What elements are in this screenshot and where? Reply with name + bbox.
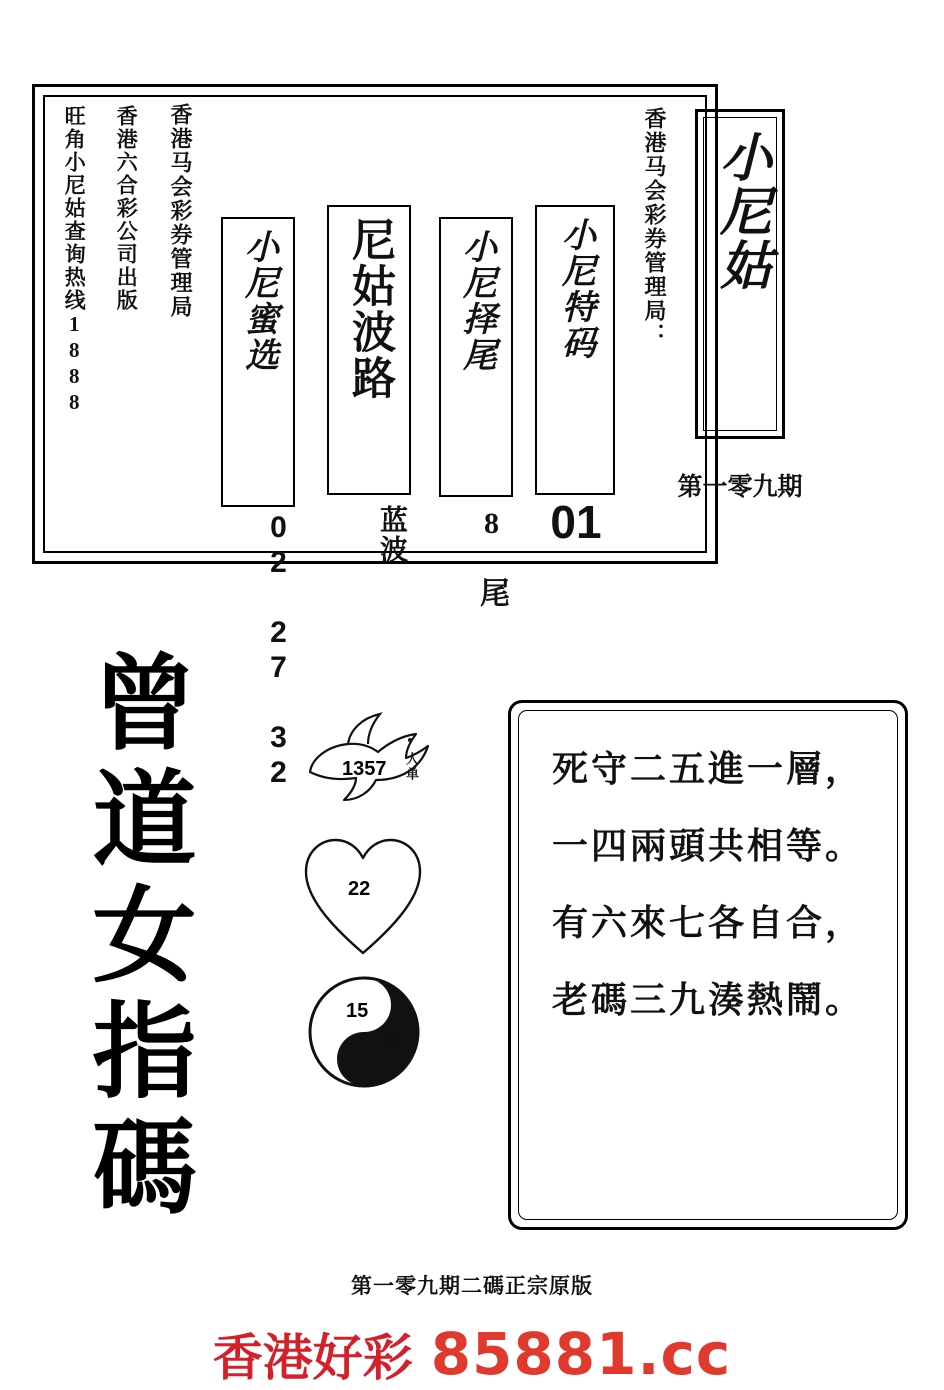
org-right-text: 香港马会彩券管理局： [642, 107, 667, 347]
yinyang-number: 15 [346, 1000, 369, 1022]
publication-title: 小尼姑 [711, 130, 769, 292]
brand-name: 香港好彩 [212, 1329, 413, 1387]
poem-box [508, 700, 908, 1230]
section-box-tema [535, 205, 615, 495]
main-title-char: 道 [92, 759, 197, 881]
symbol-column [290, 700, 450, 1120]
publication-title-box [695, 109, 785, 439]
main-title-char: 曾 [92, 643, 197, 765]
main-title-char: 女 [92, 875, 197, 997]
section-value-mixuan: 02 27 32 [262, 511, 295, 791]
footer-issue-note: 第一零九期二碼正宗原版 [351, 1274, 593, 1298]
section-label-tema: 小尼特码 [556, 217, 594, 361]
main-title-char: 指 [92, 991, 197, 1113]
section-value-tema: 01 [550, 496, 602, 548]
section-label-mixuan: 小尼蜜选 [239, 229, 277, 373]
brand-watermark [0, 1318, 944, 1390]
poem-line: 有六來七各自合， [551, 903, 864, 943]
heart-number: 22 [348, 878, 371, 900]
poem-line: 一四兩頭共相等。 [551, 826, 864, 866]
issue-number-top: 第一零九期 [677, 474, 803, 501]
main-title-vertical [72, 643, 222, 1229]
section-value-zewei: 8 尾 [475, 507, 508, 609]
yinyang-icon [304, 972, 424, 1092]
hotline-text: 旺角小尼姑查询热线1888 [62, 105, 87, 416]
section-label-bolu: 尼姑波路 [345, 217, 394, 401]
dove-side-label: 人单 [404, 752, 419, 782]
brand-url: 85881.cc [430, 1320, 732, 1388]
poem-line: 老碼三九湊熱鬧。 [551, 980, 864, 1020]
poem-line: 死守二五進一層， [551, 749, 864, 789]
issuer-text: 香港六合彩公司出版 [114, 105, 139, 312]
section-box-bolu [327, 205, 411, 495]
dove-number: 1357 [342, 758, 387, 780]
section-box-zewei [439, 217, 513, 497]
section-value-bolu: 蓝波 [376, 505, 407, 565]
section-box-mixuan [221, 217, 295, 507]
bureau-text: 香港马会彩券管理局 [168, 103, 193, 319]
yinyang-side-label: 合 [386, 1033, 400, 1048]
poem-lines [511, 741, 905, 1023]
main-title-char: 碼 [92, 1107, 197, 1229]
section-label-zewei: 小尼择尾 [457, 229, 495, 373]
